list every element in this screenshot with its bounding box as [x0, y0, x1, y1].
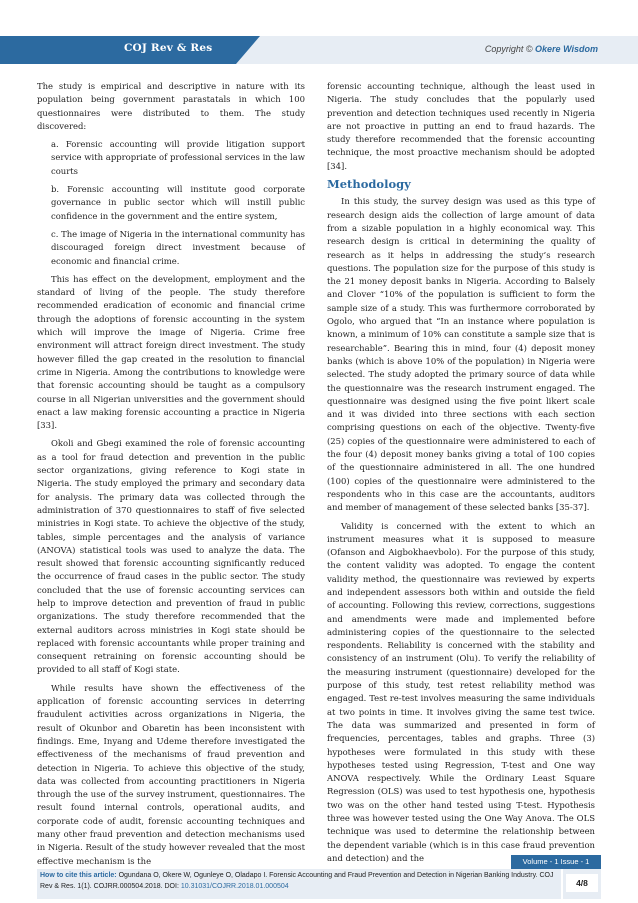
- left-paragraph-3: Okoli and Gbegi examined the role of forensic accounting as a tool for fraud detection and prevention in the public sector organizations, giving reference to Kogi state in Nigeria. The study employed the primary and secondary data for analysis. The primary data was collected through the administration of 370 questionnaires to staff of five selected ministries in Kogi state. To achieve the objective of the study, tables, simple percentages and the analysis of variance (ANOVA) statistical tools was used to analyze the data. The result showed that forensic accounting significantly reduced the occurrence of fraud cases in the public sector. The study concluded that the use of forensic accounting services can help to improve detection and prevention of fraud in public organizations. The study therefore recommended that the external auditors across ministries in Kogi state should be replaced with forensic accountants while proper training and consequent retraining on forensic accounting should be provided to all staff of Kogi state.: [37, 438, 305, 675]
- journal-name: COJ Rev & Res: [124, 42, 213, 54]
- left-paragraph-1: The study is empirical and descriptive in nature with its population being government parastatals in which 100 questionnaires were distributed to them. The study discovered:: [37, 81, 305, 131]
- citation-body: Ogundana O, Okere W, Ogunleye O, Oladapo I. Forensic Accounting and Fraud Prevention and Detection in Nigerian Banking Industry. COJ Rev & Res. 1(1). COJRR.000504.2018. DOI:: [40, 872, 554, 890]
- copyright-author: Okere Wisdom: [535, 44, 598, 54]
- left-column: [37, 80, 305, 873]
- methodology-heading: Methodology: [327, 177, 411, 192]
- left-paragraph-4: While results have shown the effectiveness of the application of forensic accounting services in deterring fraudulent activities across organizations in Nigeria, the result of Okunbor and Obaretin has been inconsistent with findings. Eme, Inyang and Udeme therefore investigated the effectiveness of the mechanisms of fraud prevention and detection in Nigeria. To achieve this objective of the study, data was collected from accounting practitioners in Nigeria through the use of the survey instrument, questionnaires. The result found internal controls, operational audits, and corporate code of audit, forensic accounting techniques and many other fraud prevention and detection mechanisms used in Nigeria. Result of the study however revealed that the most effective mechanism is the: [37, 682, 305, 866]
- citation-label: How to cite this article:: [40, 872, 117, 879]
- volume-issue-badge: Volume - 1 Issue - 1: [511, 855, 601, 869]
- right-column: [327, 80, 595, 870]
- right-paragraph-2: In this study, the survey design was used as this type of research design aids the collection of large amount of data from a sizable population in a highly economical way. This research design is critical in determining the quality of research as it helps in addressing the study’s research questions. The population size for the purpose of this study is the 21 money deposit banks in Nigeria. According to Balsely and Clover “10% of the population is sufficient to form the sample size of a study. This was furthermore corroborated by Ogolo, who argued that “In an instance where population is known, a minimum of 10% can constitute a sample size that is researchable”. Bearing this in mind, four (4) deposit money banks (which is above 10% of the population) in Nigeria were selected. The study adopted the primary source of data while the questionnaire was the research instrument engaged. The questionnaire was designed using the five point likert scale and it was divided into three sections with each section comprising questions on each of the objective. Twenty-five (25) copies of the questionnaire were administered to each of the four (4) deposit money banks giving a total of 100 copies of the questionnaire administered in all. The one hundred (100) copies of the questionnaire were administered to the respondents who in this case are the accountants, auditors and member of management of these selected banks [35-37].: [327, 196, 595, 513]
- copyright-notice: [485, 44, 598, 54]
- doi-link[interactable]: 10.31031/COJRR.2018.01.000504: [180, 882, 289, 890]
- finding-c: c. The image of Nigeria in the international community has discouraged foreign direct investment because of economic and financial crime.: [51, 228, 305, 266]
- finding-b: b. Forensic accounting will institute good corporate governance in public sector which will instill public confidence in the government and the entire system,: [51, 184, 305, 221]
- copyright-prefix: Copyright ©: [484, 44, 533, 54]
- right-paragraph-3: Validity is concerned with the extent to which an instrument measures what it is supposed to measure (Ofanson and Aigbokhaevbolo). For the purpose of this study, the content validity was adopted. To engage the content validity method, the questionnaire was reviewed by experts and independent assessors both within and outside the field of accounting. Following this review, corrections, suggestions and amendments were made and implemented before administering copies of the questionnaire to the selected respondents. Reliability is concerned with the stability and consistency of an instrument (Olu). To verify the reliability of the measuring instrument (questionnaire) developed for the purpose of this study, test retest reliability method was engaged. Test re-test involves measuring the same individuals at two points in time. It involves giving the same test twice. The data was summarized and presented in form of frequencies, percentages, tables and graphs. Three (3) hypotheses were formulated in this study with these hypotheses tested using Regression, T-test and One way ANOVA respectively. While the Ordinary Least Square Regression (OLS) was used to test hypothesis one, hypothesis two was on the other hand tested using T-test. Hypothesis three was however tested using the One Way Anova. The OLS technique was used to determine the relationship between the dependent variable (which is in this case fraud prevention and detection) and the: [327, 520, 595, 863]
- citation-text: [40, 871, 560, 892]
- left-paragraph-2: This has effect on the development, employment and the standard of living of the people. The study therefore recommended eradication of economic and financial crime through the adoptions of forensic accounting in the system which will improve the image of Nigeria. Crime free environment will attract foreign direct investment. The study however filled the gap created in the resolution to financial crime in Nigeria. Among the contributions to knowledge were that forensic accounting should be taught as a compulsory course in all Nigerian universities and the government should enact a law making forensic accounting a practice in Nigeria [33].: [37, 273, 305, 431]
- right-paragraph-1: forensic accounting technique, although the least used in Nigeria. The study concludes that the popularly used prevention and detection techniques used recently in Nigeria are not proactive in putting an end to fraud hazards. The study therefore recommended that the forensic accounting technique, the most proactive mechanism should be adopted [34].: [327, 81, 595, 171]
- header-block-slant: [236, 36, 260, 64]
- page-number: 4/8: [566, 874, 598, 892]
- finding-a: a. Forensic accounting will provide litigation support service with appropriate of professional services in the law courts: [51, 139, 305, 176]
